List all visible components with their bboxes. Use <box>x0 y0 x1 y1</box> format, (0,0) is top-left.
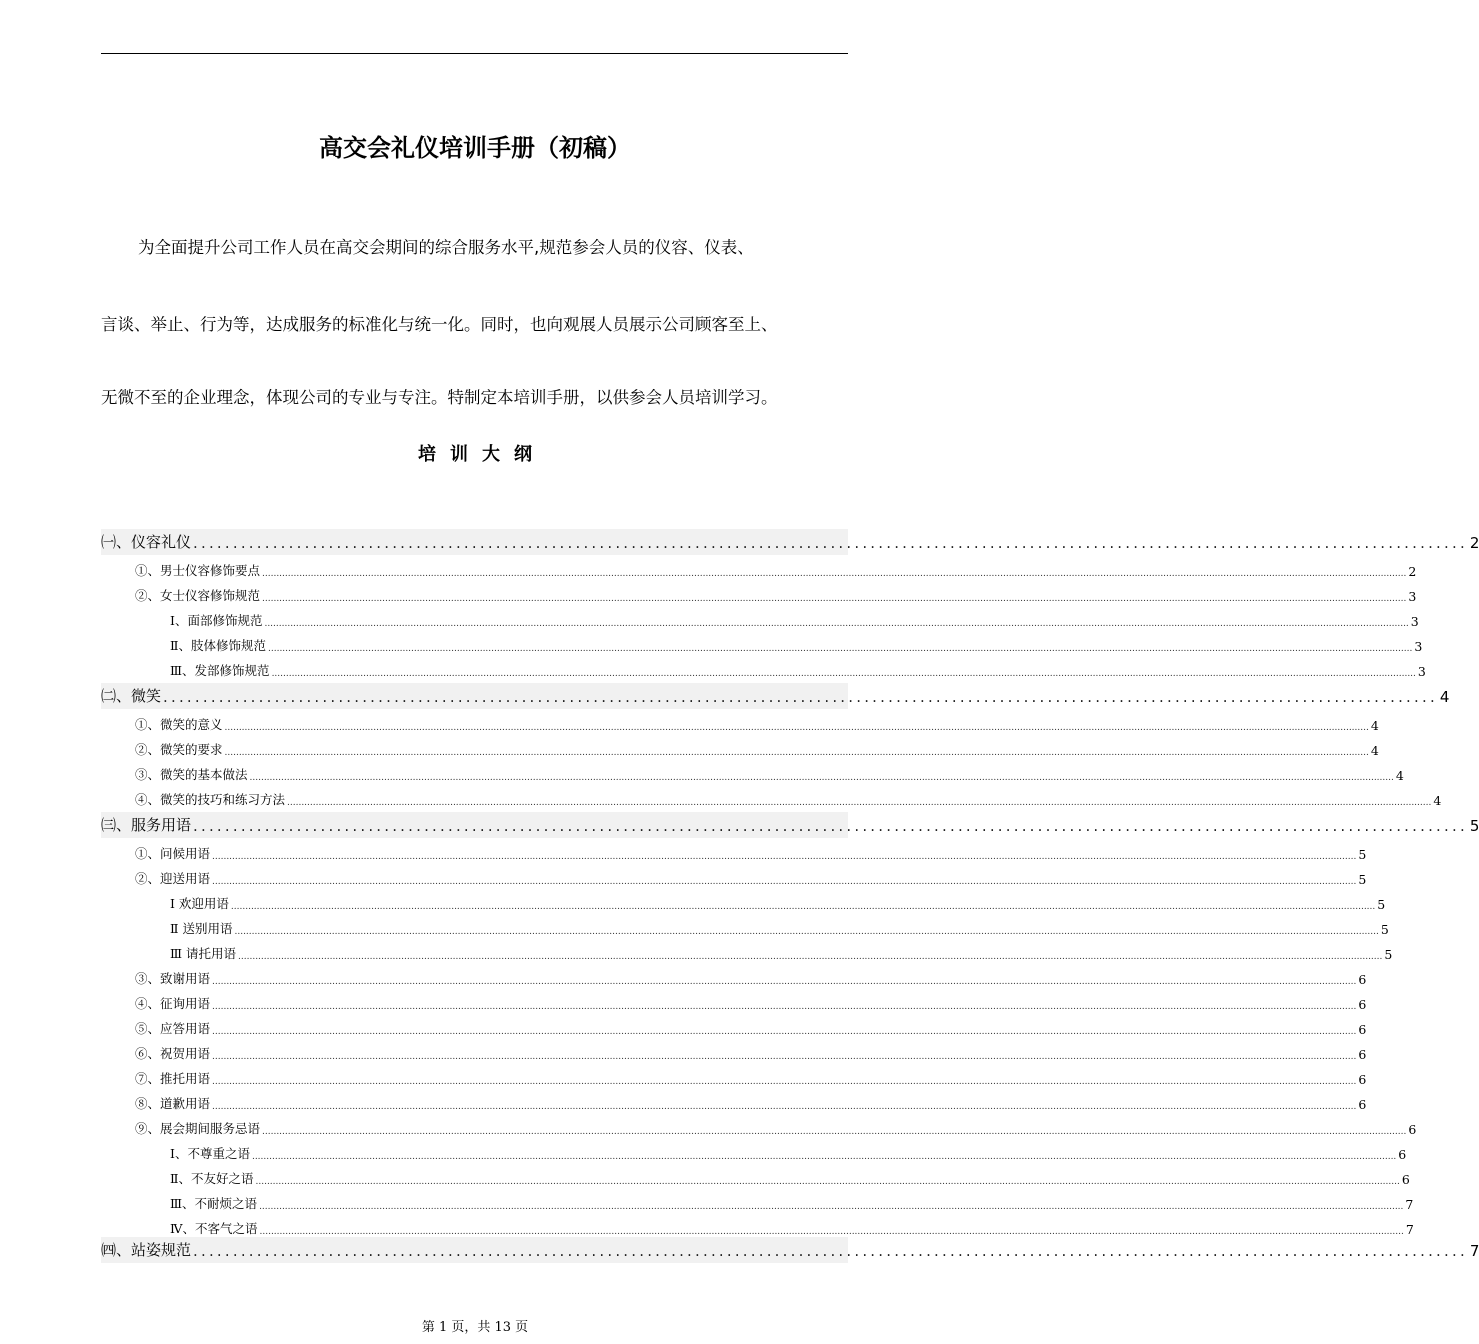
toc-entry-page: 7 <box>1469 1242 1479 1260</box>
toc-entry-text: ①、男士仪容修饰要点 <box>135 563 261 578</box>
toc-entry-text: ③、微笑的基本做法 <box>135 767 248 782</box>
toc-leader-dots: ................................................................................................................................................................................................................................................................................................................................................................................................................ <box>212 1102 1357 1112</box>
toc-entry[interactable] <box>101 737 1379 761</box>
toc-entry-page: 4 <box>1439 688 1450 706</box>
toc-entry-page: 5 <box>1469 817 1479 835</box>
toc-entry-text: Ⅱ、不友好之语 <box>170 1171 254 1186</box>
toc-leader-dots: ................................................................................................................................................................................................................................................................................................................................................................................................................ <box>251 1152 1397 1162</box>
toc-leader-dots: ................................................................................................................................................................................................................................................................................................................................................................................................................ <box>234 927 1379 937</box>
toc-entry-page: 6 <box>1358 1072 1367 1087</box>
toc-entry-text: Ⅳ、不客气之语 <box>170 1221 258 1236</box>
toc-entry-text: ①、微笑的意义 <box>135 717 223 732</box>
toc-entry-page: 3 <box>1410 614 1419 629</box>
toc-entry-page: 4 <box>1433 793 1442 808</box>
toc-entry-page: 4 <box>1370 718 1379 733</box>
toc-entry-text: ②、微笑的要求 <box>135 742 223 757</box>
intro-line-3: 无微不至的企业理念，体现公司的专业与专注。特制定本培训手册，以供参会人员培训学习。 <box>101 388 778 407</box>
outline-heading-char: 培 <box>418 444 436 465</box>
toc-leader-dots: ................................................................................................................................................................................................................................................................................................................................................................................................................ <box>212 852 1357 862</box>
toc-leader-dots: ................................................................................................................................................................................................................................................................................................................................................................................................................ <box>230 902 1376 912</box>
document-title: 高交会礼仪培训手册（初稿） <box>319 134 631 162</box>
toc-leader-dots: ................................................................................................................................................................................................................................................................................................................................................................................................................ <box>224 748 1369 758</box>
toc-entry[interactable] <box>101 941 1393 965</box>
toc-entry[interactable] <box>101 1016 1367 1040</box>
toc-entry-page: 6 <box>1358 1097 1367 1112</box>
toc-leader-dots: ................................................................................................................................................................ <box>163 688 1438 706</box>
toc-entry-text: ①、问候用语 <box>135 846 211 861</box>
toc-entry[interactable] <box>101 712 1379 736</box>
toc-entry-page: 4 <box>1370 743 1379 758</box>
toc-entry-text: ②、女士仪容修饰规范 <box>135 588 261 603</box>
toc-leader-dots: ................................................................................................................................................................ <box>193 817 1468 835</box>
toc-entry[interactable] <box>101 1116 1417 1140</box>
toc-leader-dots: ................................................................................................................................................................................................................................................................................................................................................................................................................ <box>287 798 1432 808</box>
toc-leader-dots: ................................................................................................................................................................................................................................................................................................................................................................................................................ <box>249 773 1394 783</box>
toc-entry-page: 5 <box>1380 922 1389 937</box>
toc-leader-dots: ................................................................................................................................................................................................................................................................................................................................................................................................................ <box>262 1127 1407 1137</box>
toc-entry[interactable] <box>101 1141 1407 1165</box>
toc-entry-page: 6 <box>1358 997 1367 1012</box>
toc-entry-text: ⑥、祝贺用语 <box>135 1046 211 1061</box>
toc-entry-page: 3 <box>1417 664 1426 679</box>
toc-entry-text: Ⅰ、面部修饰规范 <box>170 613 263 628</box>
toc-entry-page: 5 <box>1377 897 1386 912</box>
toc-entry[interactable] <box>101 1041 1367 1065</box>
toc-entry[interactable] <box>101 558 1417 582</box>
toc-leader-dots: ................................................................................................................................................................................................................................................................................................................................................................................................................ <box>212 1027 1357 1037</box>
toc-entry[interactable] <box>101 529 1479 555</box>
outline-heading <box>0 440 950 466</box>
toc-leader-dots: ................................................................................................................................................................................................................................................................................................................................................................................................................ <box>238 952 1383 962</box>
intro-line-2: 言谈、举止、行为等，达成服务的标准化与统一化。同时，也向观展人员展示公司顾客至上、 <box>101 315 778 334</box>
toc-entry-text: Ⅰ、不尊重之语 <box>170 1146 250 1161</box>
toc-entry[interactable] <box>101 658 1426 682</box>
outline-heading-char: 大 <box>482 444 500 465</box>
toc-entry-page: 6 <box>1398 1147 1407 1162</box>
toc-leader-dots: ................................................................................................................................................................................................................................................................................................................................................................................................................ <box>255 1177 1400 1187</box>
toc-entry-page: 6 <box>1358 972 1367 987</box>
toc-entry[interactable] <box>101 683 1450 709</box>
intro-line-1: 为全面提升公司工作人员在高交会期间的综合服务水平,规范参会人员的仪容、仪表、 <box>138 238 754 257</box>
toc-leader-dots: ................................................................................................................................................................................................................................................................................................................................................................................................................ <box>262 594 1407 604</box>
toc-entry-text: ③、致谢用语 <box>135 971 211 986</box>
toc-leader-dots: ................................................................................................................................................................................................................................................................................................................................................................................................................ <box>268 644 1413 654</box>
toc-entry[interactable] <box>101 1091 1367 1115</box>
toc-entry[interactable] <box>101 916 1389 940</box>
page-footer: 第 1 页，共 13 页 <box>421 1320 529 1335</box>
toc-leader-dots: ................................................................................................................................................................................................................................................................................................................................................................................................................ <box>264 619 1409 629</box>
toc-entry-text: ④、征询用语 <box>135 996 211 1011</box>
toc-entry-page: 5 <box>1358 872 1367 887</box>
toc-leader-dots: ................................................................................................................................................................ <box>193 1242 1468 1260</box>
toc-entry-text: Ⅲ、不耐烦之语 <box>170 1196 258 1211</box>
toc-entry-text: ⑤、应答用语 <box>135 1021 211 1036</box>
toc-leader-dots: ................................................................................................................................................................................................................................................................................................................................................................................................................ <box>259 1202 1404 1212</box>
toc-entry-text: Ⅱ 送别用语 <box>170 921 233 936</box>
outline-heading-char: 训 <box>450 444 468 465</box>
outline-heading-char: 纲 <box>514 444 532 465</box>
toc-leader-dots: ................................................................................................................................................................................................................................................................................................................................................................................................................ <box>259 1227 1404 1237</box>
toc-entry-text: Ⅰ 欢迎用语 <box>170 896 229 911</box>
toc-leader-dots: ................................................................................................................................................................................................................................................................................................................................................................................................................ <box>212 1052 1357 1062</box>
toc-entry-text: ㈠、仪容礼仪 <box>101 533 192 551</box>
toc-entry-page: 5 <box>1358 847 1367 862</box>
toc-entry-text: ⑨、展会期间服务忌语 <box>135 1121 261 1136</box>
toc-entry-text: Ⅱ、肢体修饰规范 <box>170 638 266 653</box>
toc-entry[interactable] <box>101 1237 1479 1263</box>
toc-entry[interactable] <box>101 1191 1414 1215</box>
toc-entry-page: 7 <box>1405 1197 1414 1212</box>
toc-entry-text: Ⅲ 请托用语 <box>170 946 237 961</box>
toc-leader-dots: ................................................................................................................................................................................................................................................................................................................................................................................................................ <box>271 669 1416 679</box>
toc-entry-page: 3 <box>1414 639 1423 654</box>
toc-entry-page: 6 <box>1358 1022 1367 1037</box>
toc-entry[interactable] <box>101 1166 1410 1190</box>
toc-leader-dots: ................................................................................................................................................................................................................................................................................................................................................................................................................ <box>212 877 1357 887</box>
toc-entry-text: ⑧、道歉用语 <box>135 1096 211 1111</box>
toc-entry-text: ②、迎送用语 <box>135 871 211 886</box>
toc-entry-text: Ⅲ、发部修饰规范 <box>170 663 270 678</box>
toc-entry[interactable] <box>101 812 1479 838</box>
toc-entry-page: 6 <box>1358 1047 1367 1062</box>
toc-entry-page: 2 <box>1469 534 1479 552</box>
toc-leader-dots: ................................................................................................................................................................................................................................................................................................................................................................................................................ <box>212 1077 1357 1087</box>
header-rule <box>101 53 848 54</box>
toc-leader-dots: ................................................................................................................................................................................................................................................................................................................................................................................................................ <box>212 977 1357 987</box>
toc-entry-text: ㈣、站姿规范 <box>101 1241 192 1259</box>
toc-entry-page: 2 <box>1408 564 1417 579</box>
toc-leader-dots: ................................................................................................................................................................ <box>193 534 1468 552</box>
toc-entry[interactable] <box>101 1066 1367 1090</box>
toc-entry-page: 3 <box>1408 589 1417 604</box>
toc-leader-dots: ................................................................................................................................................................................................................................................................................................................................................................................................................ <box>212 1002 1357 1012</box>
toc-entry[interactable] <box>101 991 1367 1015</box>
toc-entry[interactable] <box>101 891 1386 915</box>
toc-entry[interactable] <box>101 633 1423 657</box>
toc-entry[interactable] <box>101 762 1404 786</box>
toc-entry[interactable] <box>101 787 1442 811</box>
toc-entry-text: ㈡、微笑 <box>101 687 162 705</box>
toc-entry-page: 4 <box>1395 768 1404 783</box>
toc-entry-page: 6 <box>1408 1122 1417 1137</box>
toc-entry[interactable] <box>101 966 1367 990</box>
toc-entry-page: 6 <box>1401 1172 1410 1187</box>
toc-entry-page: 5 <box>1384 947 1393 962</box>
toc-entry-page: 7 <box>1405 1222 1414 1237</box>
toc-entry-text: ㈢、服务用语 <box>101 816 192 834</box>
toc-entry[interactable] <box>101 841 1367 865</box>
toc-entry-text: ④、微笑的技巧和练习方法 <box>135 792 286 807</box>
toc-leader-dots: ................................................................................................................................................................................................................................................................................................................................................................................................................ <box>224 723 1369 733</box>
toc-leader-dots: ................................................................................................................................................................................................................................................................................................................................................................................................................ <box>262 569 1407 579</box>
toc-entry[interactable] <box>101 866 1367 890</box>
toc-entry[interactable] <box>101 608 1419 632</box>
toc-entry-text: ⑦、推托用语 <box>135 1071 211 1086</box>
toc-entry[interactable] <box>101 583 1417 607</box>
